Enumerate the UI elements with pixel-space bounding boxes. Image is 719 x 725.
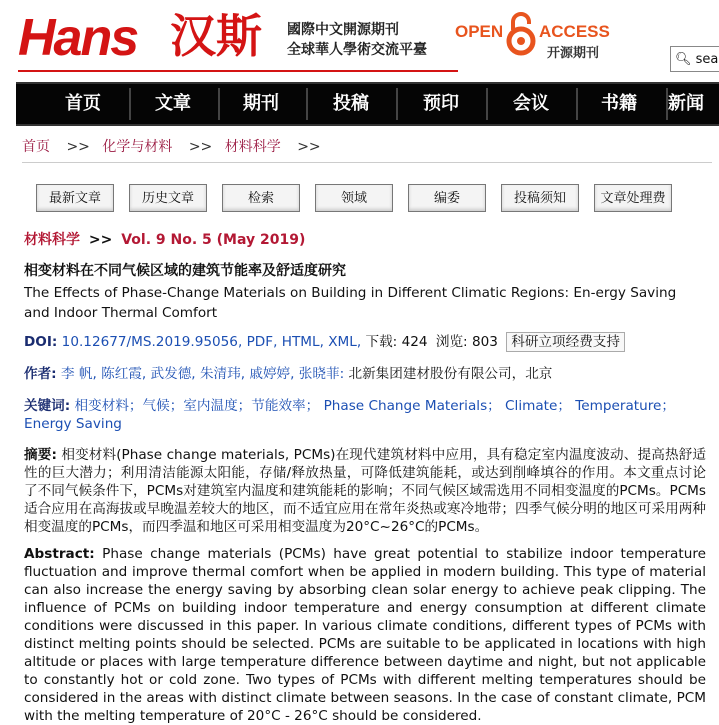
past-articles-button[interactable]: 历史文章 bbox=[129, 184, 207, 212]
keywords-label: 关键词: bbox=[24, 398, 71, 414]
nav-books[interactable]: 书籍 bbox=[601, 93, 637, 114]
scope-button[interactable]: 领域 bbox=[315, 184, 393, 212]
breadcrumb bbox=[22, 136, 712, 163]
site-tagline bbox=[287, 20, 427, 60]
oa-subtitle: 开源期刊 bbox=[547, 46, 600, 61]
journal-name[interactable]: 材料科学 bbox=[24, 232, 80, 248]
doi-link[interactable]: 10.12677/MS.2019.95056, bbox=[61, 334, 243, 350]
breadcrumb-home[interactable]: 首页 bbox=[22, 139, 50, 155]
pdf-link[interactable]: PDF, bbox=[246, 334, 278, 350]
journal-sep: >> bbox=[88, 232, 113, 248]
search-label: sea bbox=[695, 52, 719, 67]
keywords-line bbox=[24, 397, 706, 433]
html-link[interactable]: HTML, bbox=[281, 334, 324, 350]
nav-journals[interactable]: 期刊 bbox=[243, 93, 279, 114]
apc-button[interactable]: 文章处理费 bbox=[594, 184, 672, 212]
hans-logo[interactable]: Hans bbox=[18, 9, 138, 67]
search-button[interactable]: 检索 bbox=[222, 184, 300, 212]
breadcrumb-sep: >> bbox=[297, 139, 321, 155]
xml-link[interactable]: XML, bbox=[328, 334, 362, 350]
open-access-logo bbox=[455, 8, 665, 61]
article-title-cn: 相变材料在不同气候区域的建筑节能率及舒适度研究 bbox=[24, 263, 346, 279]
open-lock-icon bbox=[505, 10, 537, 56]
keywords-en[interactable]: Phase Change Materials； Climate； Temperature； Energy Saving bbox=[24, 398, 675, 432]
view-count: 浏览: 803 bbox=[435, 334, 498, 350]
header-divider bbox=[18, 70, 458, 72]
tagline-line-2: 全球華人學術交流平臺 bbox=[287, 42, 427, 58]
submission-guide-button[interactable]: 投稿须知 bbox=[501, 184, 579, 212]
nav-preprint[interactable]: 预印 bbox=[423, 93, 459, 114]
main-nav bbox=[16, 82, 719, 126]
breadcrumb-chemistry[interactable]: 化学与材料 bbox=[102, 139, 173, 155]
editorial-board-button[interactable]: 编委 bbox=[408, 184, 486, 212]
journal-volume[interactable]: Vol. 9 No. 5 (May 2019) bbox=[121, 232, 306, 248]
breadcrumb-sep: >> bbox=[66, 139, 90, 155]
keywords-cn[interactable]: 相变材料；气候；室内温度；节能效率； bbox=[74, 398, 320, 414]
article-title-en: The Effects of Phase-Change Materials on Building in Different Climatic Regions: En-ergy Saving and Indoor Thermal Comfort bbox=[24, 285, 677, 321]
hans-logo-chinese[interactable]: 汉斯 bbox=[170, 9, 262, 63]
download-count: 下载: 424 bbox=[365, 334, 428, 350]
nav-news[interactable]: 新闻 bbox=[668, 93, 704, 114]
abstract-cn-text: 相变材料(Phase change materials, PCMs)在现代建筑材料中应用，具有稳定室内温度波动、提高热舒适性的巨大潜力；利用清洁能源太阳能，存储/释放热量，可降低建筑能耗，或达到削峰填谷的作用。本文重点讨论了不同气候条件下，PCMs对建筑室内温度和建筑能耗的影响；不同气候区域需选用不同相变温度的PCMs。PCMs适合应用在高海拔或早晚温差较大的地区，而不适宜应用在常年炎热或寒冷地带；四季气候分明的地区可采用两种相变温度的PCMs，而四季温和地区可采用相变温度为20°C~26°C的PCMs。 bbox=[24, 447, 706, 535]
breadcrumb-sep: >> bbox=[188, 139, 213, 155]
nav-articles[interactable]: 文章 bbox=[155, 93, 191, 114]
doi-label: DOI: bbox=[24, 334, 58, 350]
breadcrumb-materials[interactable]: 材料科学 bbox=[224, 139, 281, 155]
authors-label: 作者: bbox=[24, 366, 57, 382]
affiliation: 北新集团建材股份有限公司，北京 bbox=[348, 366, 553, 382]
journal-line bbox=[24, 231, 305, 249]
fund-button[interactable]: 科研立项经费支持 bbox=[506, 332, 625, 352]
oa-access-text: ACCESS bbox=[539, 22, 610, 41]
tagline-line-1: 國際中文開源期刊 bbox=[287, 22, 399, 38]
nav-conference[interactable]: 会议 bbox=[513, 93, 549, 114]
search-box[interactable] bbox=[670, 46, 719, 72]
abstract-en bbox=[24, 545, 706, 725]
site-header bbox=[0, 0, 719, 80]
abstract-cn-label: 摘要: bbox=[24, 447, 57, 463]
abstract-en-text: Phase change materials (PCMs) have great potential to stabilize indoor temperature fluctuation and improve thermal comfort when be applied in modern building. This type of material can also increase the energy saving by absorbing clean solar energy to achieve peak clipping. The influence of PCMs on building indoor temperature and energy consumption at different climate conditions were discussed in this paper. In various climate conditions, different types of PCMs with distinct melting points should be selected. PCMs are suitable to be applicated in locations with high altitude or places with large temperature difference between daytime and night, but not applicable to constantly hot or cold zone. Two types of PCMs with different melting temperatures should be considered in the areas with distinct climate between seasons. In the case of constant climate, PCM with the melting temperature of 20°C - 26°C should be considered. bbox=[24, 546, 706, 724]
latest-articles-button[interactable]: 最新文章 bbox=[36, 184, 114, 212]
nav-home[interactable]: 首页 bbox=[65, 93, 101, 114]
authors-line bbox=[24, 365, 552, 383]
abstract-cn bbox=[24, 446, 706, 536]
authors-list[interactable]: 李 帆, 陈红霞, 武发德, 朱清玮, 戚婷婷, 张晓菲: bbox=[60, 366, 345, 382]
search-icon[interactable]: 🔍︎ bbox=[675, 52, 692, 67]
oa-open-text: OPEN bbox=[455, 22, 504, 41]
doi-line bbox=[24, 333, 625, 351]
nav-submit[interactable]: 投稿 bbox=[333, 93, 369, 114]
abstract-en-label: Abstract: bbox=[24, 546, 95, 562]
